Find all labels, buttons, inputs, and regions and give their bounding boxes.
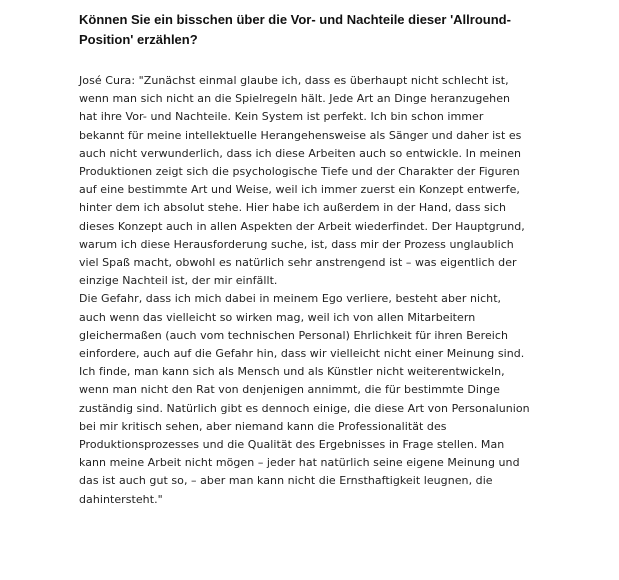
interview-answer xyxy=(79,72,531,509)
answer-paragraph: José Cura: "Zunächst einmal glaube ich, dass es überhaupt nicht schlecht ist, wenn man sich nicht an die Spielregeln hält. Jede Art an Dinge heranzugehen hat ihre Vor- und Nachteile. Kein System ist perfekt. Ich bin schon immer bekannt für meine intellektuelle Herangehensweise als Sänger und daher ist es auch nicht verwunderlich, dass ich diese Arbeiten auch so entwickle. In meinen Produktionen zeigt sich die psychologische Tiefe und der Charakter der Figuren auf eine bestimmte Art und Weise, weil ich immer zuerst ein Konzept entwerfe, hinter dem ich absolut stehe. Hier habe ich außerdem in der Hand, dass sich dieses Konzept auch in allen Aspekten der Arbeit wiederfindet. Der Hauptgrund, warum ich diese Herausforderung suche, ist, dass mir der Prozess unglaublich viel Spaß macht, obwohl es natürlich sehr anstrengend ist – was eigentlich der einzige Nachteil ist, der mir einfällt. xyxy=(79,74,525,288)
interview-article xyxy=(79,10,531,509)
interview-question: Können Sie ein bisschen über die Vor- und Nachteile dieser 'Allround-Position' erzählen? xyxy=(79,12,511,47)
answer-paragraph: Die Gefahr, dass ich mich dabei in meinem Ego verliere, besteht aber nicht, auch wenn das vielleicht so wirken mag, weil ich von allen Mitarbeitern gleichermaßen (auch vom technischen Personal) Ehrlichkeit für ihren Bereich einfordere, auch auf die Gefahr hin, dass wir vielleicht nicht einer Meinung sind. Ich finde, man kann sich als Mensch und als Künstler nicht weiterentwickeln, wenn man nicht den Rat von denjenigen annimmt, die für bestimmte Dinge zuständig sind. Natürlich gibt es dennoch einige, die diese Art von Personalunion bei mir kritisch sehen, aber niemand kann die Professionalität des Produktionsprozesses und die Qualität des Ergebnisses in Frage stellen. Man kann meine Arbeit nicht mögen – jeder hat natürlich seine eigene Meinung und das ist auch gut so, – aber man kann nicht die Ernsthaftigkeit leugnen, die dahintersteht." xyxy=(79,292,530,506)
